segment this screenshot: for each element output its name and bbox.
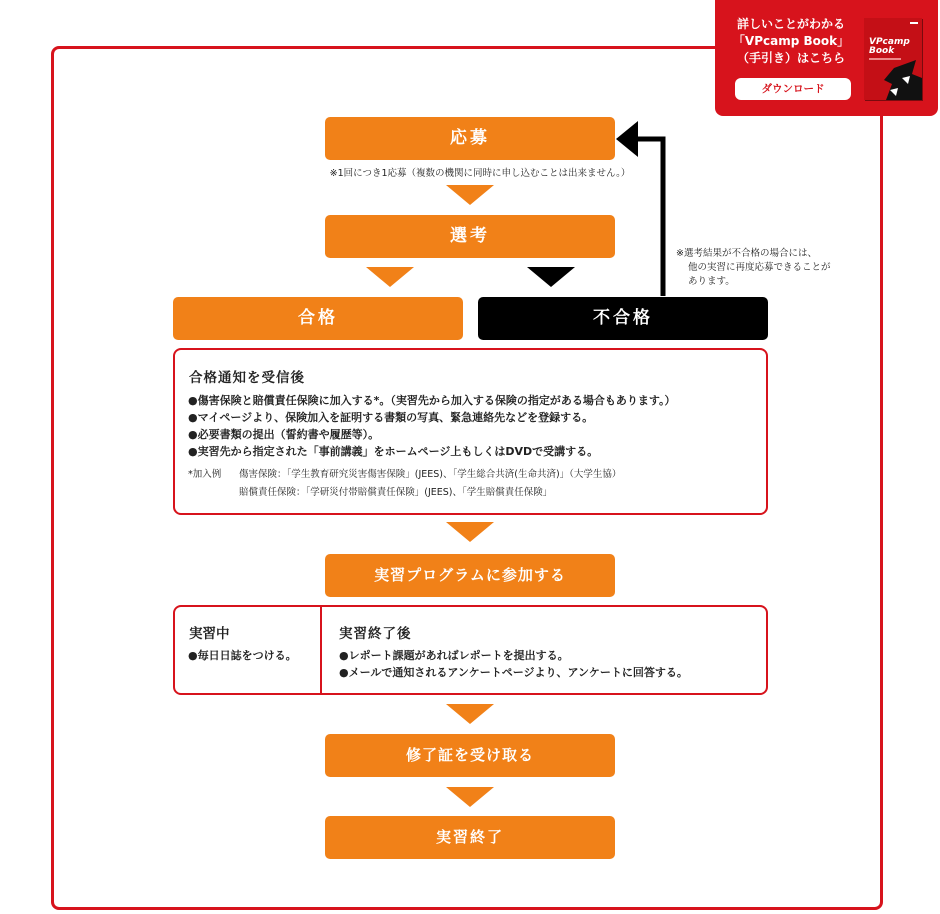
pass-detail-title: 合格通知を受信後 [189,370,305,386]
retry-arrow [616,118,676,298]
step-pass: 合格 [173,297,463,340]
download-badge[interactable] [715,0,938,116]
after-list [339,647,688,681]
book-title-line-1: VPcamp [869,37,910,47]
fail-note-line-3: あります。 [688,276,735,287]
pass-detail-item: ●マイページより、保険加入を証明する書類の写真、緊急連絡先などを登録する。 [188,411,594,424]
badge-line-3: （手引き）はこちら [736,51,845,65]
during-item: ●毎日日誌をつける。 [188,649,297,662]
fail-note-line-1: ※選考結果が不合格の場合には、 [676,248,817,259]
pass-detail-list [188,392,766,460]
step-select: 選考 [325,215,615,258]
arrow-down-pass [366,267,414,287]
book-title [869,38,910,56]
after-item: ●メールで通知されるアンケートページより、アンケートに回答する。 [339,666,688,679]
insurance-example-2: 賠償責任保険：「学研災付帯賠償責任保険」(JEES)、「学生賠償責任保険」 [239,487,553,498]
arrow-down-1 [446,185,494,205]
step-fail: 不合格 [478,297,768,340]
download-button[interactable]: ダウンロード [735,78,851,100]
after-item: ●レポート課題があればレポートを提出する。 [339,649,569,662]
insurance-example-1: 傷害保険：「学生教育研究災害傷害保険」(JEES)、「学生総合共済(生命共済)」（大学生協） [239,469,622,480]
pass-detail-item: ●実習先から指定された「事前講義」をホームページ上もしくはDVDで受講する。 [188,445,599,458]
step-end: 実習終了 [325,816,615,859]
apply-note: ※1回につき1応募（複数の機関に同時に申し込むことは出来ません。） [329,168,631,179]
after-title: 実習終了後 [339,626,412,642]
vpcamp-book-cover-image[interactable] [864,18,922,100]
program-divider [320,607,322,693]
fail-note [676,247,831,289]
insurance-example-label: *加入例 [188,469,222,480]
pass-detail-box [173,348,768,515]
arrow-down-fail [527,267,575,287]
pass-detail-item: ●必要書類の提出（誓約書や履歴等）。 [188,428,380,441]
book-title-line-2: Book [869,46,895,56]
pass-detail-item: ●傷害保険と賠償責任保険に加入する*。（実習先から加入する保険の指定がある場合もあります。） [188,394,676,407]
step-certificate: 修了証を受け取る [325,734,615,777]
during-title: 実習中 [189,626,230,642]
arrow-down-2 [446,522,494,542]
step-join: 実習プログラムに参加する [325,554,615,597]
arrow-down-3 [446,704,494,724]
badge-line-1: 詳しいことがわかる [736,17,845,31]
program-detail-box [173,605,768,695]
badge-text [723,16,859,67]
step-apply: 応募 [325,117,615,160]
arrow-down-4 [446,787,494,807]
badge-line-2: 「VPcamp Book」 [732,34,850,48]
book-subtitle-line [869,58,901,60]
fail-note-line-2: 他の実習に再度応募できることが [688,262,831,273]
